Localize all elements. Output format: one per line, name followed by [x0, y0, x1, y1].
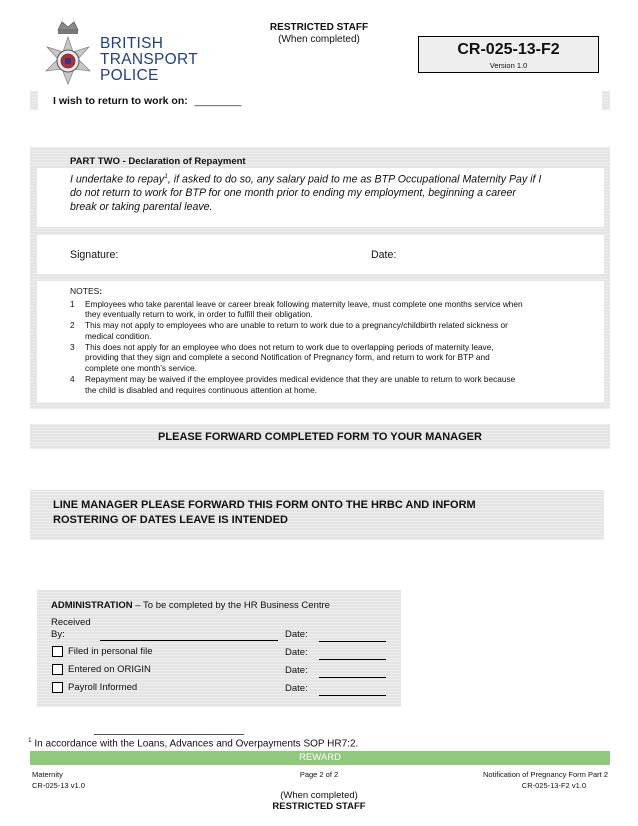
- filed-date-label: Date:: [285, 647, 308, 658]
- form-code: CR-025-13-F2: [457, 41, 560, 58]
- forward-banner-text: PLEASE FORWARD COMPLETED FORM TO YOUR MANAGER: [158, 431, 482, 443]
- signature-box: [37, 235, 604, 274]
- note-item-3-line-3: complete one month’s service.: [85, 363, 197, 373]
- payroll-label: Payroll Informed: [68, 682, 138, 693]
- line-manager-text: [53, 498, 476, 528]
- form-code-box: [418, 36, 599, 73]
- footer-page: Page 2 of 2: [299, 770, 339, 779]
- line-manager-line-1: LINE MANAGER PLEASE FORWARD THIS FORM ONTO THE HRBC AND INFORM: [53, 499, 476, 511]
- notes-colon: :: [99, 286, 103, 296]
- note-number: 2: [70, 320, 75, 330]
- note-item-2-line-1: This may not apply to employees who are unable to return to work due to a pregnancy/childbirth related sickness or: [85, 320, 508, 330]
- note-item-3-line-1: This does not apply for an employee who does not return to work due to overlapping periods of maternity leave,: [85, 342, 494, 352]
- notes-title: [70, 286, 102, 296]
- line-manager-line-2: ROSTERING OF DATES LEAVE IS INTENDED: [53, 514, 288, 526]
- received-date-field[interactable]: [319, 641, 386, 642]
- note-number: 1: [70, 299, 75, 309]
- declaration-line-2: do not return to work for BTP for one month prior to ending my employment, beginning a career: [70, 187, 516, 200]
- note-item-4-line-1: Repayment may be waived if the employee provides medical evidence that they are unable to return to work because: [85, 374, 516, 384]
- return-to-work-bar-left: [30, 91, 38, 110]
- note-item-1-line-1: Employees who take parental leave or career break following maternity leave, must complete one months service when: [85, 299, 523, 309]
- origin-label: Entered on ORIGIN: [68, 664, 151, 675]
- logo-text-police: POLICE: [100, 67, 159, 84]
- signature-date-label: Date:: [371, 249, 397, 261]
- declaration-text: [70, 170, 595, 214]
- origin-checkbox[interactable]: [52, 664, 63, 675]
- logo-text-british: BRITISH: [100, 35, 164, 52]
- received-label-2: By:: [51, 629, 65, 640]
- return-to-work-text: I wish to return to work on:: [53, 95, 188, 107]
- declaration-line-1: [70, 170, 595, 187]
- note-item-2-line-2: medical condition.: [85, 331, 152, 341]
- admin-title-text: ADMINISTRATION: [51, 600, 133, 611]
- notes-title-text: NOTES: [70, 286, 100, 296]
- footer-when-completed: (When completed): [280, 790, 358, 801]
- restricted-header: RESTRICTED STAFF: [269, 22, 369, 33]
- form-version: Version 1.0: [489, 61, 528, 70]
- police-crest-icon: [40, 18, 96, 88]
- reward-bar: REWARD: [30, 751, 610, 765]
- declaration-line-1-rest: , if asked to do so, any salary paid to me as BTP Occupational Maternity Pay if I: [167, 173, 542, 186]
- footnote-marker: 1: [164, 173, 168, 180]
- origin-date-field[interactable]: [319, 677, 386, 678]
- footnote-separator: [94, 734, 244, 735]
- note-item-3-line-2: providing that they sign and complete a second Notification of Pregnancy form, and return to work for BTP and: [85, 352, 490, 362]
- note-number: 4: [70, 374, 75, 384]
- return-to-work-bar-right: [602, 91, 610, 110]
- btp-logo: [40, 18, 200, 92]
- footnote: [28, 737, 358, 749]
- footer-left-1: Maternity: [32, 770, 63, 779]
- filed-checkbox[interactable]: [52, 646, 63, 657]
- logo-text-transport: TRANSPORT: [100, 51, 199, 68]
- return-to-work-blank[interactable]: ________: [194, 95, 242, 107]
- received-label-1: Received: [51, 617, 91, 628]
- footer-left-2: CR-025-13 v1.0: [32, 781, 85, 790]
- footer-right-2: CR-025-13-F2 v1.0: [521, 781, 586, 790]
- note-number: 3: [70, 342, 75, 352]
- filed-date-field[interactable]: [319, 659, 386, 660]
- received-date-label: Date:: [285, 629, 308, 640]
- footnote-text: In accordance with the Loans, Advances and Overpayments SOP HR7:2.: [34, 738, 359, 750]
- admin-subtitle: – To be completed by the HR Business Centre: [132, 600, 330, 611]
- filed-label: Filed in personal file: [68, 646, 153, 657]
- note-item-4-line-2: the child is disabled and requires continuous attention at home.: [85, 385, 318, 395]
- note-item-1-line-2: they eventually return to work, in order to fulfill their obligation.: [85, 309, 313, 319]
- declaration-line-3: break or taking parental leave.: [70, 200, 213, 213]
- when-completed-header: (When completed): [278, 34, 360, 45]
- payroll-date-label: Date:: [285, 683, 308, 694]
- footnote-number: 1: [28, 737, 32, 744]
- declaration-start: I undertake to repay: [70, 173, 165, 186]
- footer-restricted: RESTRICTED STAFF: [272, 801, 366, 812]
- return-to-work-label: [53, 95, 241, 107]
- admin-title: [51, 600, 330, 611]
- payroll-date-field[interactable]: [319, 695, 386, 696]
- part-two-title: PART TWO - Declaration of Repayment: [70, 156, 246, 167]
- payroll-checkbox[interactable]: [52, 682, 63, 693]
- signature-label: Signature:: [70, 249, 119, 261]
- origin-date-label: Date:: [285, 665, 308, 676]
- received-by-field[interactable]: [100, 640, 278, 641]
- footer-right-1: Notification of Pregnancy Form Part 2: [482, 770, 608, 779]
